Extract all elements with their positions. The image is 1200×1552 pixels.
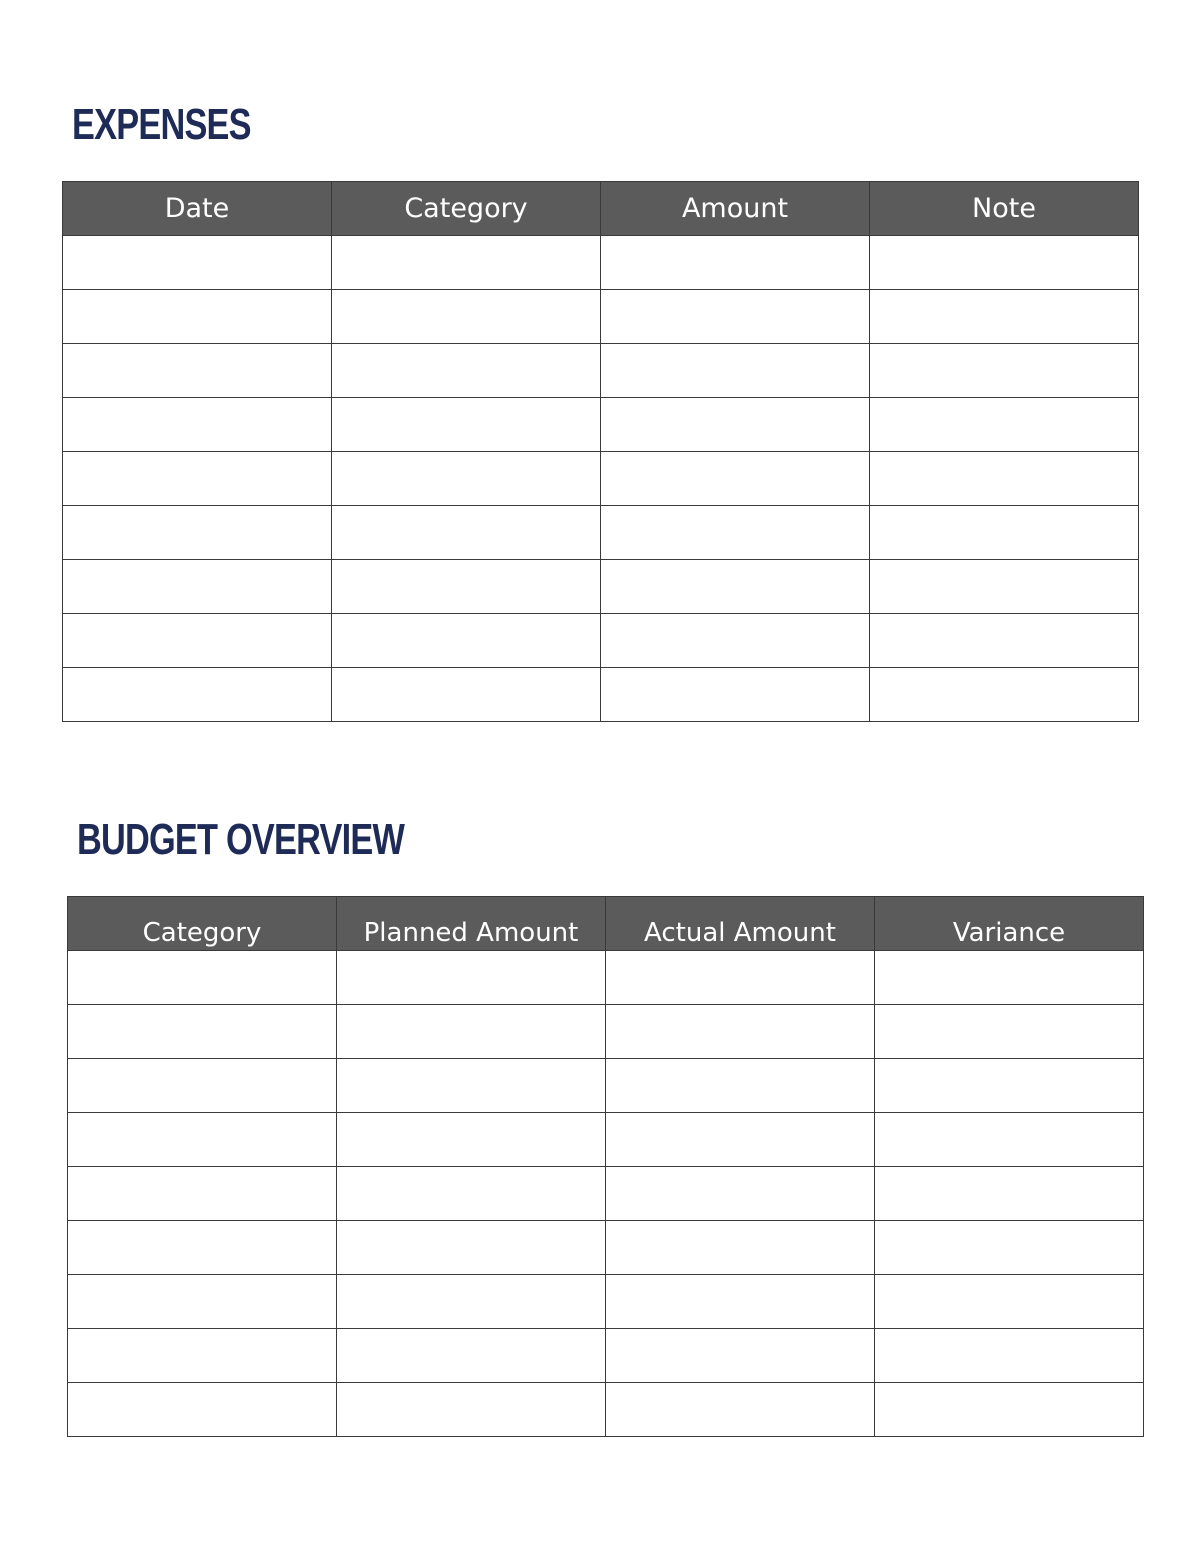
budget-row-cell[interactable]	[337, 1275, 606, 1329]
expenses-row-cell[interactable]	[870, 290, 1139, 344]
budget-row-cell[interactable]	[606, 1221, 875, 1275]
budget-overview-title: BUDGET OVERVIEW	[77, 815, 405, 864]
expenses-row-cell[interactable]	[332, 668, 601, 722]
budget-row-cell[interactable]	[68, 1275, 337, 1329]
budget-row-cell[interactable]	[337, 1167, 606, 1221]
budget-row	[68, 951, 1144, 1005]
budget-header-row	[68, 897, 1144, 951]
expenses-row-cell[interactable]	[332, 290, 601, 344]
expenses-row-cell[interactable]	[870, 344, 1139, 398]
expenses-row-cell[interactable]	[332, 398, 601, 452]
expenses-row-cell[interactable]	[63, 668, 332, 722]
expenses-row-cell[interactable]	[601, 344, 870, 398]
expenses-row-cell[interactable]	[332, 452, 601, 506]
expenses-body	[63, 236, 1139, 722]
expenses-row-cell[interactable]	[870, 452, 1139, 506]
budget-row-cell[interactable]	[337, 1221, 606, 1275]
expenses-row-cell[interactable]	[870, 560, 1139, 614]
expenses-header-note: Note	[870, 182, 1139, 236]
expenses-row-cell[interactable]	[332, 236, 601, 290]
expenses-row-cell[interactable]	[332, 614, 601, 668]
expenses-row-cell[interactable]	[870, 398, 1139, 452]
expenses-row	[63, 344, 1139, 398]
expenses-row-cell[interactable]	[63, 560, 332, 614]
budget-overview-table	[67, 896, 1144, 1437]
budget-row-cell[interactable]	[875, 1383, 1144, 1437]
expenses-row	[63, 560, 1139, 614]
budget-row-cell[interactable]	[337, 1059, 606, 1113]
budget-row	[68, 1113, 1144, 1167]
expenses-row-cell[interactable]	[870, 506, 1139, 560]
expenses-row-cell[interactable]	[601, 506, 870, 560]
budget-row-cell[interactable]	[606, 1275, 875, 1329]
budget-row-cell[interactable]	[875, 1005, 1144, 1059]
budget-body	[68, 951, 1144, 1437]
expenses-header-amount: Amount	[601, 182, 870, 236]
expenses-header-row	[63, 182, 1139, 236]
expenses-row-cell[interactable]	[332, 506, 601, 560]
expenses-row	[63, 236, 1139, 290]
budget-row	[68, 1221, 1144, 1275]
expenses-row-cell[interactable]	[601, 614, 870, 668]
expenses-row-cell[interactable]	[332, 560, 601, 614]
budget-row-cell[interactable]	[875, 1167, 1144, 1221]
expenses-row-cell[interactable]	[601, 560, 870, 614]
budget-row-cell[interactable]	[875, 1275, 1144, 1329]
budget-row-cell[interactable]	[68, 1059, 337, 1113]
budget-row-cell[interactable]	[875, 951, 1144, 1005]
budget-row	[68, 1275, 1144, 1329]
expenses-row-cell[interactable]	[601, 452, 870, 506]
expenses-row	[63, 452, 1139, 506]
expenses-row-cell[interactable]	[63, 236, 332, 290]
budget-row-cell[interactable]	[606, 1329, 875, 1383]
budget-row-cell[interactable]	[68, 951, 337, 1005]
budget-row	[68, 1383, 1144, 1437]
expenses-row-cell[interactable]	[63, 344, 332, 398]
budget-row-cell[interactable]	[337, 1005, 606, 1059]
budget-row-cell[interactable]	[337, 1383, 606, 1437]
budget-row	[68, 1167, 1144, 1221]
expenses-row-cell[interactable]	[601, 236, 870, 290]
budget-row-cell[interactable]	[68, 1113, 337, 1167]
budget-row	[68, 1059, 1144, 1113]
expenses-row-cell[interactable]	[332, 344, 601, 398]
expenses-title: EXPENSES	[72, 100, 251, 149]
budget-row-cell[interactable]	[606, 1167, 875, 1221]
expenses-row	[63, 398, 1139, 452]
expenses-row-cell[interactable]	[601, 668, 870, 722]
expenses-row	[63, 614, 1139, 668]
expenses-row	[63, 506, 1139, 560]
expenses-table	[62, 181, 1139, 722]
budget-row-cell[interactable]	[337, 1329, 606, 1383]
budget-row-cell[interactable]	[68, 1329, 337, 1383]
budget-row-cell[interactable]	[68, 1221, 337, 1275]
expenses-row	[63, 668, 1139, 722]
budget-row-cell[interactable]	[606, 1059, 875, 1113]
budget-row-cell[interactable]	[337, 951, 606, 1005]
expenses-row-cell[interactable]	[870, 614, 1139, 668]
budget-row-cell[interactable]	[606, 1383, 875, 1437]
budget-row	[68, 1329, 1144, 1383]
budget-header-actual-amount: Actual Amount	[606, 897, 875, 951]
expenses-row-cell[interactable]	[601, 290, 870, 344]
budget-row	[68, 1005, 1144, 1059]
budget-header-variance: Variance	[875, 897, 1144, 951]
budget-header-category: Category	[68, 897, 337, 951]
expenses-row-cell[interactable]	[870, 236, 1139, 290]
expenses-row-cell[interactable]	[63, 452, 332, 506]
expenses-row	[63, 290, 1139, 344]
budget-row-cell[interactable]	[606, 951, 875, 1005]
budget-row-cell[interactable]	[606, 1113, 875, 1167]
budget-row-cell[interactable]	[875, 1221, 1144, 1275]
budget-row-cell[interactable]	[68, 1383, 337, 1437]
expenses-row-cell[interactable]	[63, 506, 332, 560]
expenses-row-cell[interactable]	[870, 668, 1139, 722]
expenses-row-cell[interactable]	[601, 398, 870, 452]
expenses-row-cell[interactable]	[63, 290, 332, 344]
expenses-row-cell[interactable]	[63, 398, 332, 452]
budget-header-planned-amount: Planned Amount	[337, 897, 606, 951]
budget-row-cell[interactable]	[68, 1167, 337, 1221]
budget-row-cell[interactable]	[68, 1005, 337, 1059]
budget-row-cell[interactable]	[875, 1059, 1144, 1113]
expenses-header-category: Category	[332, 182, 601, 236]
expenses-row-cell[interactable]	[63, 614, 332, 668]
budget-row-cell[interactable]	[606, 1005, 875, 1059]
budget-row-cell[interactable]	[875, 1329, 1144, 1383]
budget-row-cell[interactable]	[337, 1113, 606, 1167]
budget-row-cell[interactable]	[875, 1113, 1144, 1167]
expenses-header-date: Date	[63, 182, 332, 236]
